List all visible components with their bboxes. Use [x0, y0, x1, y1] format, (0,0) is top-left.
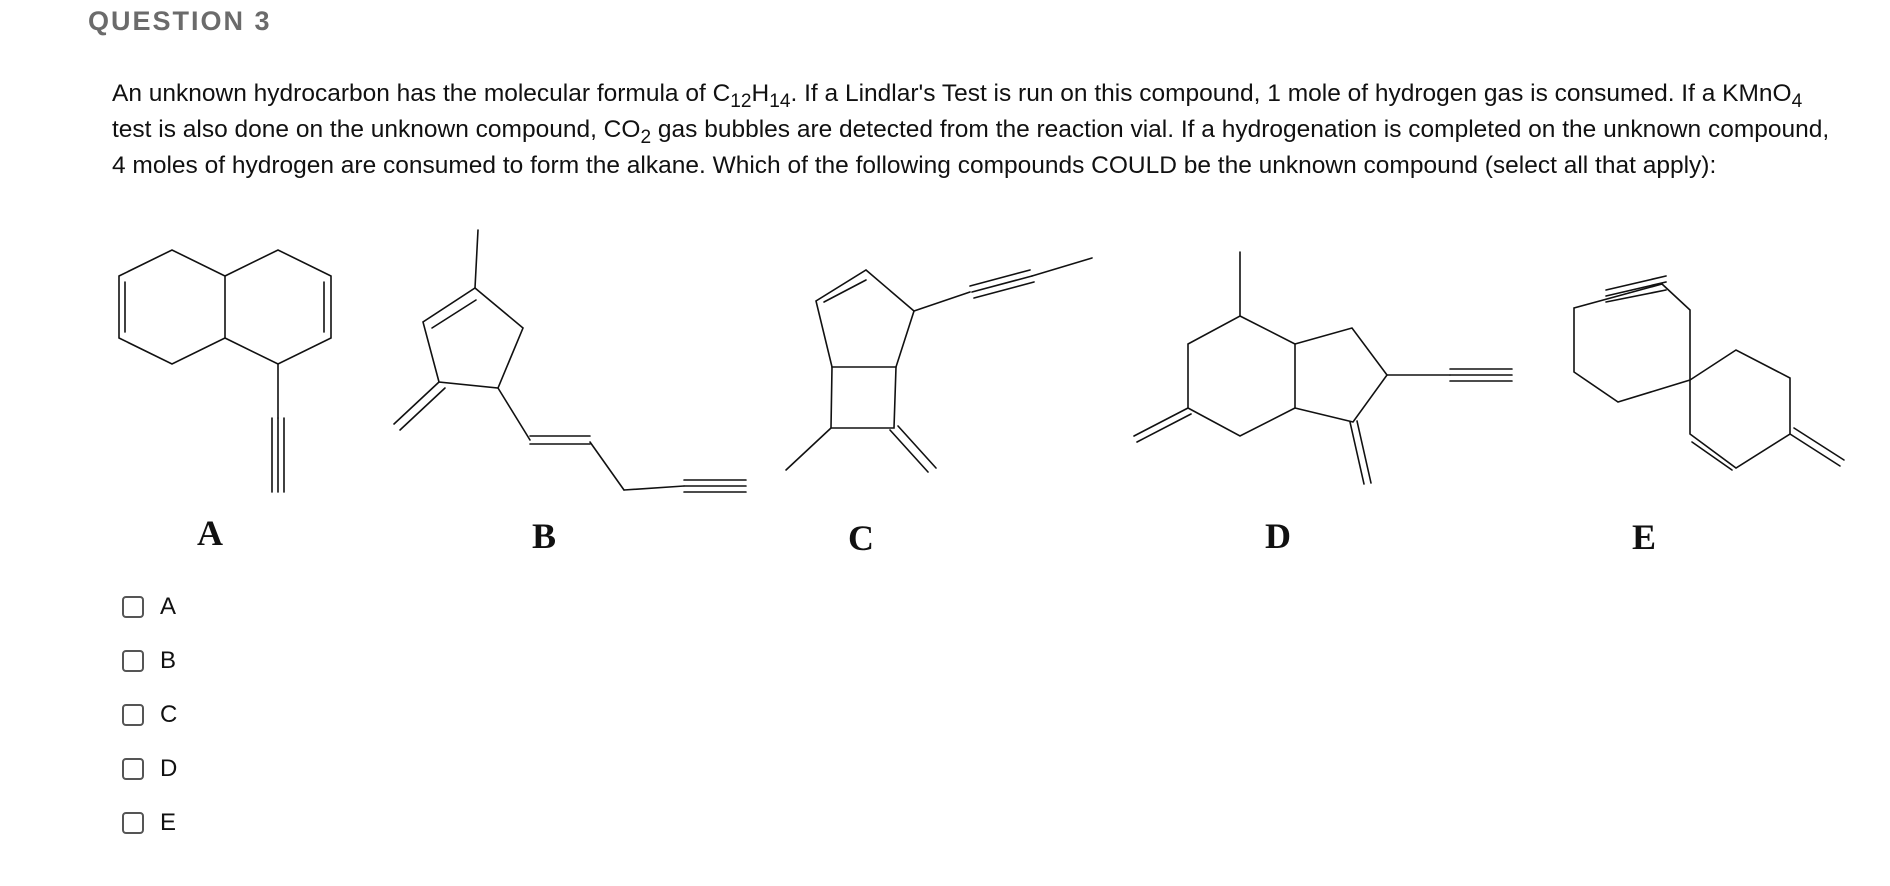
structure-label-b: B — [532, 516, 557, 556]
structures-figure — [0, 220, 1890, 560]
ring — [423, 288, 523, 388]
structure-e — [1574, 276, 1844, 470]
option-label-d: D — [160, 755, 178, 782]
ring-five — [816, 270, 914, 367]
option-label-c: C — [160, 701, 178, 728]
answer-options — [122, 580, 177, 850]
bond — [914, 292, 970, 311]
structure-label-c: C — [848, 518, 874, 558]
option-label-b: B — [160, 647, 177, 674]
question-text — [112, 76, 1832, 184]
triple-bond-line — [972, 276, 1032, 292]
ring-six — [1188, 316, 1295, 436]
exo-double — [1134, 408, 1188, 436]
structure-c — [786, 258, 1092, 472]
methyl-bond — [786, 428, 831, 470]
double-bond-line — [1606, 276, 1666, 290]
triple-bond-line — [970, 270, 1030, 286]
exo-double — [1357, 421, 1371, 483]
bond — [498, 388, 530, 440]
ring-top — [1574, 284, 1690, 402]
question-text-part: . If a Lindlar's Test is run on this compound, 1 mole of hydrogen gas is consumed. If a KMnO — [790, 80, 1792, 107]
ring-left — [119, 250, 225, 364]
structure-label-e: E — [1632, 517, 1657, 557]
question-title: QUESTION 3 — [88, 6, 272, 36]
exo-double — [898, 426, 936, 468]
exo-double — [394, 382, 439, 424]
methyl-bond — [475, 230, 478, 288]
bond — [624, 486, 684, 490]
option-e[interactable] — [122, 796, 177, 850]
question-text-part: An unknown hydrocarbon has the molecular formula of C — [112, 80, 731, 107]
checkbox-c[interactable] — [122, 704, 144, 726]
exo-double — [890, 430, 928, 472]
option-c[interactable] — [122, 688, 177, 742]
subscript: 14 — [769, 91, 791, 113]
structure-d — [1134, 252, 1512, 484]
subscript: 4 — [1791, 91, 1803, 113]
bond — [1032, 258, 1092, 276]
question-text-part: gas bubbles are detected from the reaction vial. If a hydrogenation is completed on the unknown compound, 4 moles of hydrogen are consumed to form the alkane. Which of the following compounds COULD be the unknown compound (select all that apply): — [112, 116, 1830, 179]
option-a[interactable] — [122, 580, 177, 634]
exo-double — [1137, 414, 1191, 442]
structure-label-a: A — [197, 513, 223, 553]
checkbox-a[interactable] — [122, 596, 144, 618]
bond — [590, 442, 624, 490]
exo-double — [1790, 434, 1840, 466]
option-label-a: A — [160, 593, 177, 620]
option-label-e: E — [160, 809, 177, 836]
structure-label-d: D — [1265, 516, 1291, 556]
structures-svg — [0, 220, 1890, 560]
exo-double — [1350, 422, 1364, 484]
ring-four — [831, 367, 896, 428]
double-bond — [1692, 442, 1732, 470]
question-text-part: H — [751, 80, 770, 107]
checkbox-b[interactable] — [122, 650, 144, 672]
checkbox-d[interactable] — [122, 758, 144, 780]
structure-a — [119, 250, 331, 492]
subscript: 2 — [640, 127, 652, 149]
triple-bond-line — [974, 282, 1034, 298]
ring-right — [225, 250, 331, 364]
exo-double — [1794, 428, 1844, 460]
option-b[interactable] — [122, 634, 177, 688]
option-d[interactable] — [122, 742, 177, 796]
subscript: 12 — [730, 91, 752, 113]
double-bond-line — [1606, 282, 1666, 296]
ring-five — [1295, 328, 1387, 422]
double-bond — [432, 300, 476, 328]
checkbox-e[interactable] — [122, 812, 144, 834]
exo-double — [400, 388, 445, 430]
question-text-part: test is also done on the unknown compound, CO — [112, 116, 641, 143]
structure-b — [394, 230, 746, 492]
